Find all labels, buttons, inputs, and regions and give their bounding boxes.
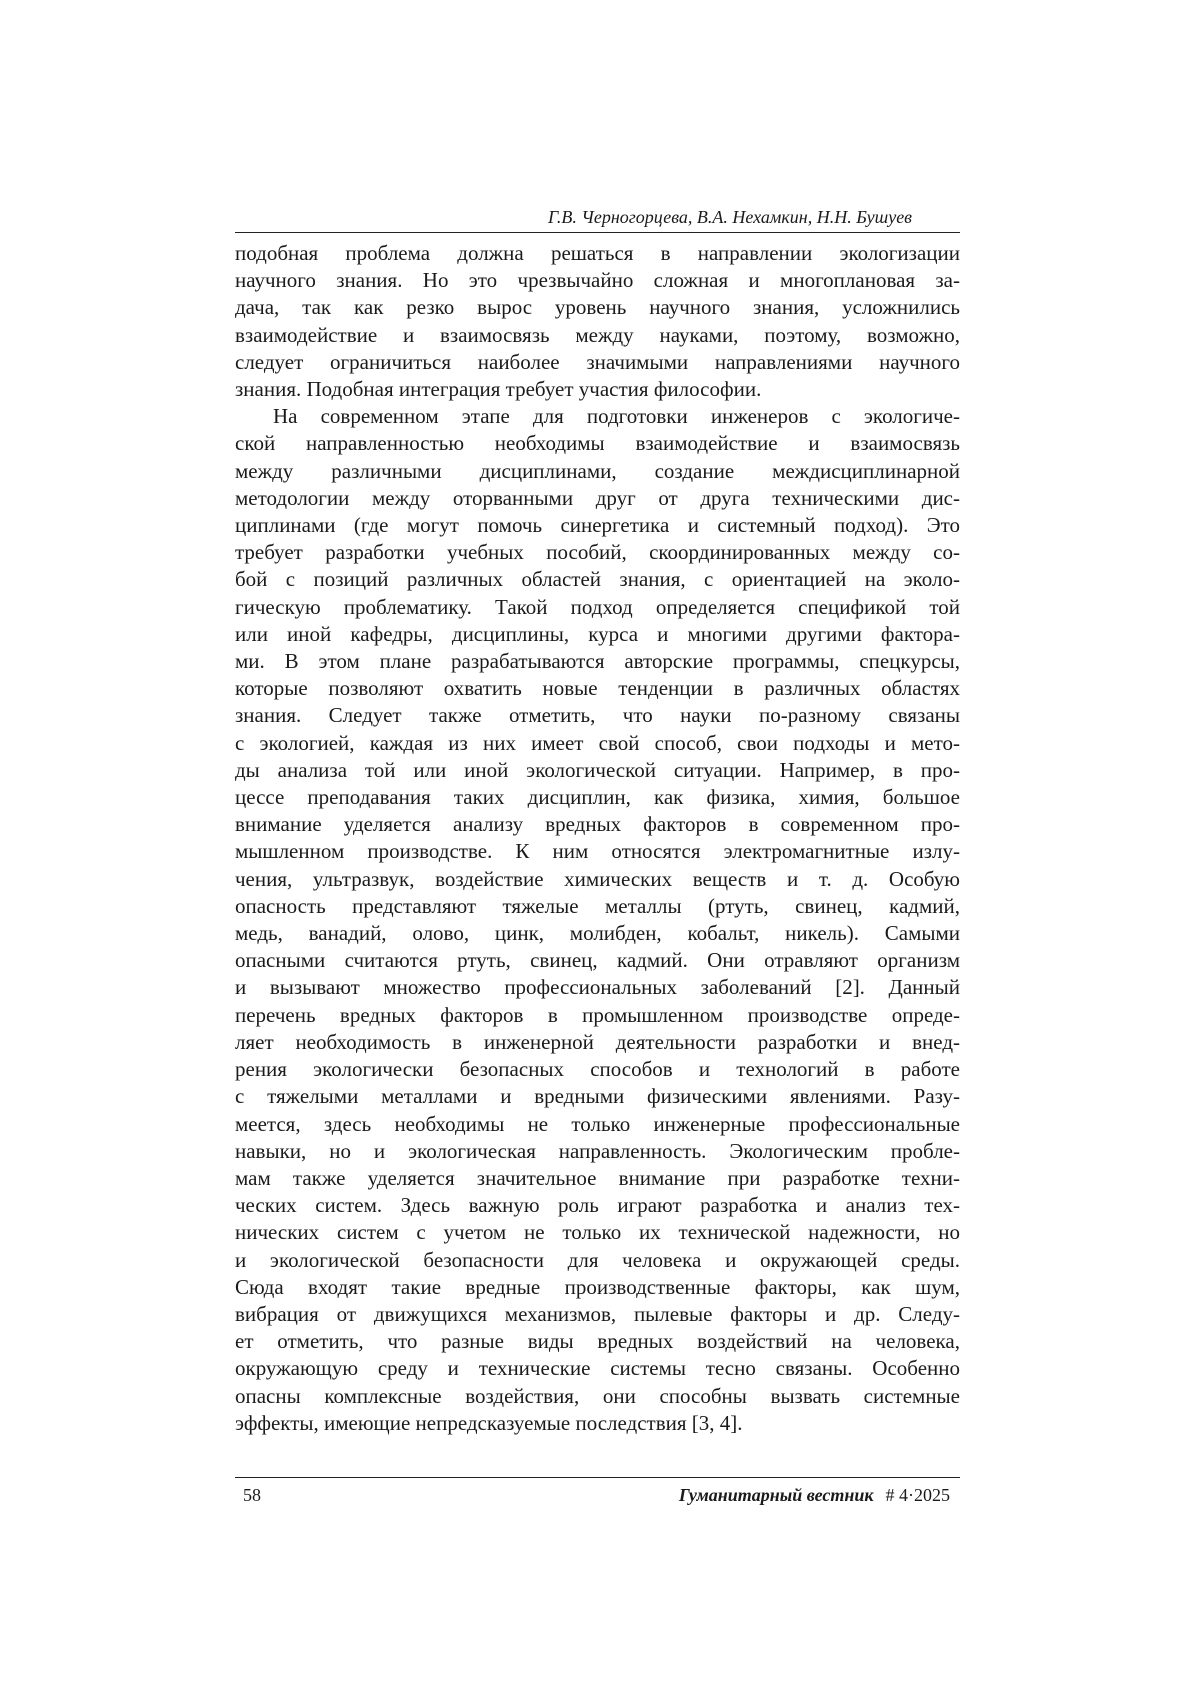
paragraph-2-line: которые позволяют охватить новые тенденции в различных областях — [235, 676, 960, 701]
paragraph-2-line: бой с позиций различных областей знания, с ориентацией на эколо- — [235, 567, 960, 592]
paragraph-1-line: подобная проблема должна решаться в направлении экологизации — [235, 241, 960, 265]
paragraph-2-line: с тяжелыми металлами и вредными физическими явлениями. Разу- — [235, 1084, 960, 1109]
article-body — [235, 240, 960, 1437]
paragraph-2-line: внимание уделяется анализу вредных факторов в современном про- — [235, 812, 960, 837]
paragraph-2-line: гическую проблематику. Такой подход определяется спецификой той — [235, 594, 960, 619]
paragraph-2-line: циплинами (где могут помочь синергетика и системный подход). Это — [235, 513, 960, 538]
paragraph-2-line: ми. В этом плане разрабатываются авторские программы, спецкурсы, — [235, 649, 960, 674]
paragraph-2-line: между различными дисциплинами, создание междисциплинарной — [235, 458, 960, 483]
paragraph-2-line: перечень вредных факторов в промышленном производстве опреде- — [235, 1002, 960, 1027]
paragraph-2-line: На современном этапе для подготовки инженеров с экологиче- — [273, 404, 960, 429]
paragraph-1-line: дача, так как резко вырос уровень научного знания, усложнились — [235, 295, 960, 320]
paragraph-2-line: опасны комплексные воздействия, они способны вызвать системные — [235, 1383, 960, 1408]
footer-rule — [235, 1477, 960, 1478]
paragraph-2-line: ской направленностью необходимы взаимодействие и взаимосвязь — [235, 431, 960, 456]
paragraph-2-line: и экологической безопасности для человека и окружающей среды. — [235, 1247, 960, 1272]
paragraph-2-line: опасность представляют тяжелые металлы (ртуть, свинец, кадмий, — [235, 893, 960, 918]
paragraph-2-line: мышленном производстве. К ним относятся электромагнитные излу- — [235, 839, 960, 864]
page-number: 58 — [243, 1485, 261, 1505]
journal-info — [679, 1484, 950, 1506]
paragraph-2-line: требует разработки учебных пособий, скоординированных между со- — [235, 540, 960, 565]
paragraph-2-line: ческих систем. Здесь важную роль играют разработка и анализ тех- — [235, 1193, 960, 1218]
paragraph-2-line: вибрация от движущихся механизмов, пылевые факторы и др. Следу- — [235, 1301, 960, 1326]
paragraph-2-line: методологии между оторванными друг от друга техническими дис- — [235, 485, 960, 510]
paragraph-1-line: взаимодействие и взаимосвязь между науками, поэтому, возможно, — [235, 322, 960, 347]
running-head — [235, 206, 960, 228]
paragraph-2-line: чения, ультразвук, воздействие химических веществ и т. д. Особую — [235, 866, 960, 891]
paragraph-2-line: цессе преподавания таких дисциплин, как физика, химия, большое — [235, 785, 960, 810]
paragraph-1-line: научного знания. Но это чрезвычайно сложная и многоплановая за- — [235, 268, 960, 293]
paragraph-2-line: окружающую среду и технические системы тесно связаны. Особенно — [235, 1356, 960, 1381]
paragraph-2 — [235, 403, 960, 1437]
paragraph-2-line: мам также уделяется значительное внимание при разработке техни- — [235, 1165, 960, 1190]
paragraph-2-line: и вызывают множество профессиональных заболеваний [2]. Данный — [235, 975, 960, 1000]
paragraph-2-line: ды анализа той или иной экологической ситуации. Например, в про- — [235, 757, 960, 782]
paragraph-2-line: меется, здесь необходимы не только инженерные профессиональные — [235, 1111, 960, 1136]
paragraph-2-line: навыки, но и экологическая направленность. Экологическим пробле- — [235, 1138, 960, 1163]
paragraph-1 — [235, 240, 960, 403]
issue-number: # 4·2025 — [885, 1485, 950, 1505]
paragraph-2-line: рения экологически безопасных способов и технологий в работе — [235, 1057, 960, 1082]
paragraph-2-line: нических систем с учетом не только их технической надежности, но — [235, 1220, 960, 1245]
paragraph-2-line: знания. Следует также отметить, что науки по-разному связаны — [235, 703, 960, 728]
paragraph-2-line: ет отметить, что разные виды вредных воздействий на человека, — [235, 1329, 960, 1354]
running-head-authors: Г.В. Черногорцева, В.А. Нехамкин, Н.Н. Бушуев — [548, 207, 912, 227]
paragraph-2-line: опасными считаются ртуть, свинец, кадмий. Они отравляют организм — [235, 948, 960, 973]
journal-page — [235, 0, 960, 1698]
header-rule — [235, 232, 960, 233]
paragraph-1-line: следует ограничиться наиболее значимыми направлениями научного — [235, 349, 960, 374]
journal-name: Гуманитарный вестник — [678, 1485, 874, 1505]
paragraph-2-line: с экологией, каждая из них имеет свой способ, свои подходы и мето- — [235, 730, 960, 755]
paragraph-2-line: Сюда входят такие вредные производственные факторы, как шум, — [235, 1274, 960, 1299]
paragraph-2-line: или иной кафедры, дисциплины, курса и многими другими фактора- — [235, 621, 960, 646]
paragraph-2-line: ляет необходимость в инженерной деятельности разработки и внед- — [235, 1029, 960, 1054]
paragraph-1-line: знания. Подобная интеграция требует участия философии. — [235, 377, 762, 402]
paragraph-2-line: медь, ванадий, олово, цинк, молибден, кобальт, никель). Самыми — [235, 921, 960, 946]
paragraph-2-line: эффекты, имеющие непредсказуемые последствия [3, 4]. — [235, 1410, 743, 1435]
